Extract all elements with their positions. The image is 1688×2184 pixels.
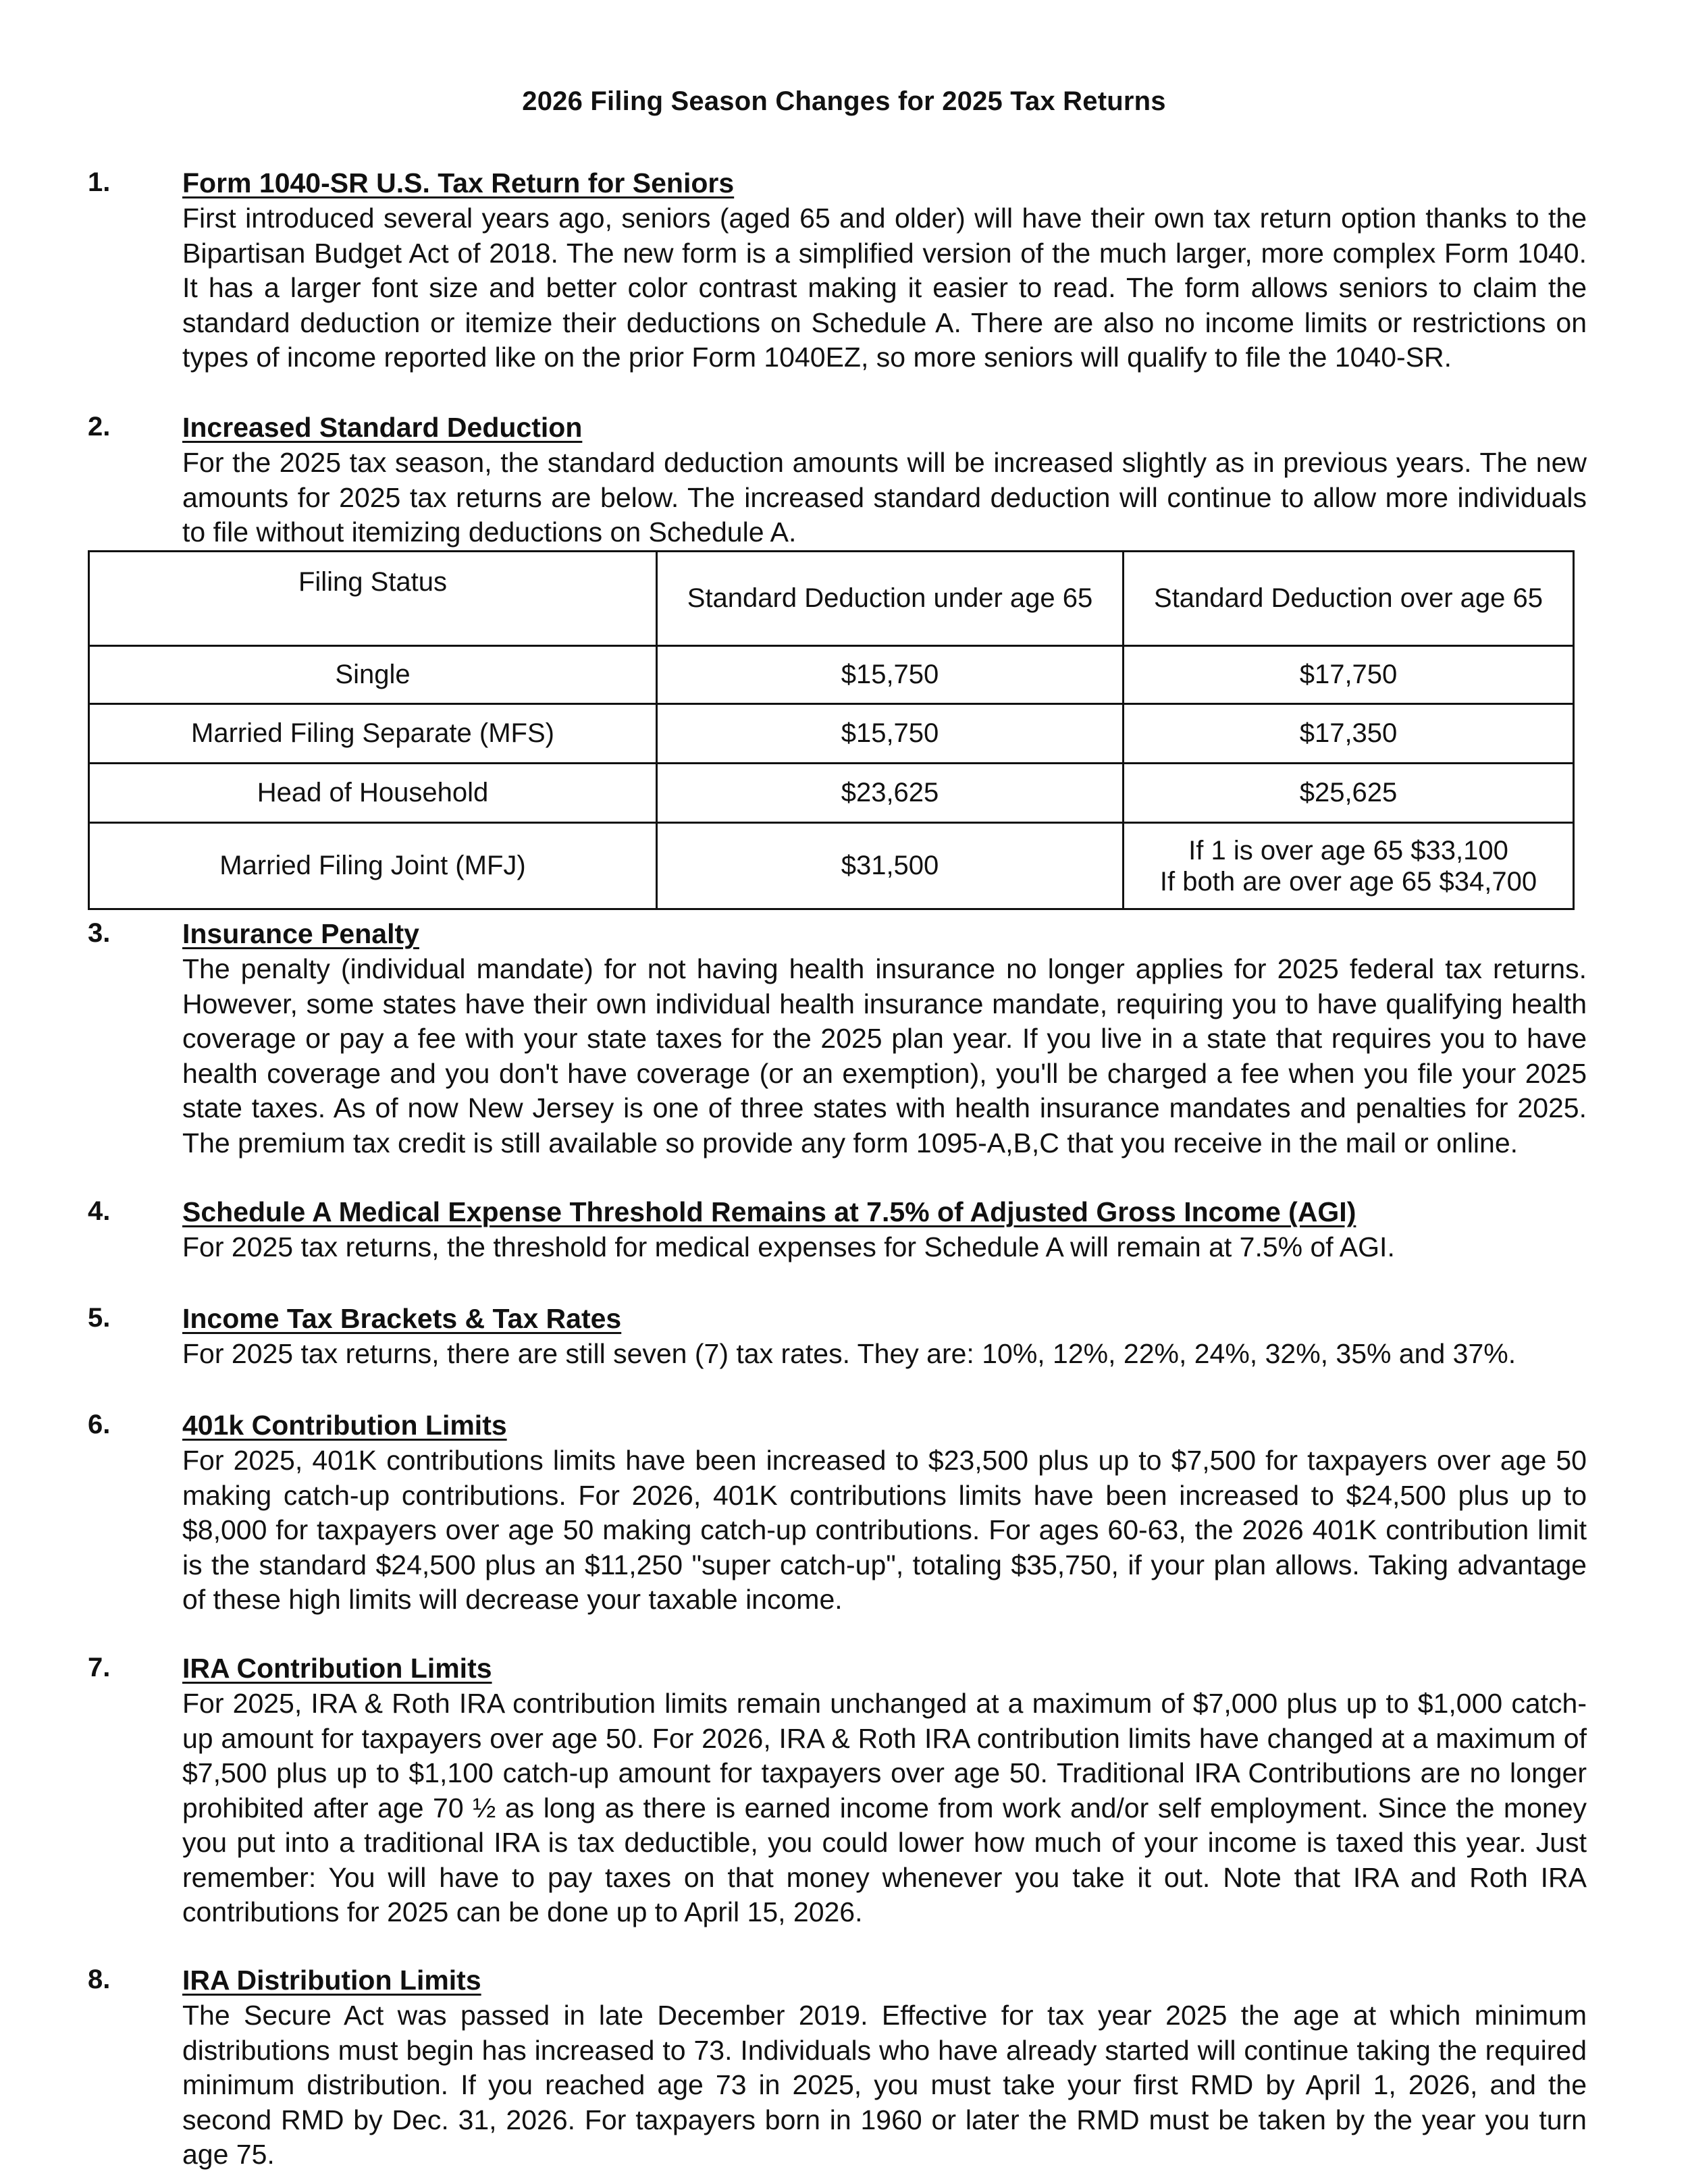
- over-65-cell: $17,350: [1124, 704, 1574, 764]
- section-heading: IRA Contribution Limits: [182, 1653, 492, 1684]
- under-65-cell: $15,750: [657, 704, 1124, 764]
- table-row: [89, 646, 1574, 704]
- section-body: The Secure Act was passed in late December 2019. Effective for tax year 2025 the age at which minimum distributions must begin has increased to 73. Individuals who have already started will continue taking the required minimum distribution. If you reached age 73 in 2025, you must take your first RMD by April 1, 2026, and the second RMD by Dec. 31, 2026. For taxpayers born in 1960 or later the RMD must be taken by the year you turn age 75.: [182, 2000, 1587, 2170]
- section-number: 7.: [88, 1653, 111, 1682]
- section-body: For 2025, 401K contributions limits have been increased to $23,500 plus up to $7,500 for taxpayers over age 50 making catch-up contributions. For 2026, 401K contributions limits have been increased to $24,500 plus up to $8,000 for taxpayers over age 50 making catch-up contributions. For ages 60-63, the 2026 401K contribution limit is the standard $24,500 plus an $11,250 "super catch-up", totaling $35,750, if your plan allows. Taking advantage of these high limits will decrease your taxable income.: [182, 1445, 1587, 1615]
- section-number: 2.: [88, 412, 111, 442]
- under-65-cell: $23,625: [657, 764, 1124, 823]
- section-heading: Increased Standard Deduction: [182, 412, 583, 443]
- section-number: 8.: [88, 1965, 111, 1994]
- over-65-line-two: If both are over age 65 $34,700: [1159, 866, 1537, 897]
- section-heading: Schedule A Medical Expense Threshold Remains at 7.5% of Adjusted Gross Income (AGI): [182, 1196, 1356, 1227]
- page-title: 2026 Filing Season Changes for 2025 Tax Returns: [522, 86, 1166, 116]
- table-row: [89, 764, 1574, 823]
- under-65-cell: $15,750: [657, 646, 1124, 704]
- section-number: 1.: [88, 167, 111, 197]
- filing-status-cell: Head of Household: [89, 764, 657, 823]
- section-body: The penalty (individual mandate) for not having health insurance no longer applies for 2025 federal tax returns. However, some states have their own individual health insurance mandate, requiring you to have qualifying health coverage or pay a fee with your state taxes for the 2025 plan year. If you live in a state that requires you to have health coverage and you don't have coverage (or an exemption), you'll be charged a fee when you file your 2025 state taxes. As of now New Jersey is one of three states with health insurance mandates and penalties for 2025. The premium tax credit is still available so provide any form 1095-A,B,C that you receive in the mail or online.: [182, 953, 1587, 1158]
- header-filing-status: Filing Status: [89, 552, 657, 646]
- section-heading: Insurance Penalty: [182, 918, 419, 949]
- section-number: 3.: [88, 918, 111, 948]
- section-body: For 2025, IRA & Roth IRA contribution limits remain unchanged at a maximum of $7,000 plus up to $1,000 catch-up amount for taxpayers over age 50. For 2026, IRA & Roth IRA contribution limits have changed at a maximum of $7,500 plus up to $1,100 catch-up amount for taxpayers over age 50. Traditional IRA Contributions are no longer prohibited after age 70 ½ as long as there is earned income from work and/or self employment. Since the money you put into a traditional IRA is tax deductible, you could lower how much of your income is taxed this year. Just remember: You will have to pay taxes on that money whenever you take it out. Note that IRA and Roth IRA contributions for 2025 can be done up to April 15, 2026.: [182, 1688, 1587, 1927]
- over-65-cell: $17,750: [1124, 646, 1574, 704]
- over-65-cell: $25,625: [1124, 764, 1574, 823]
- section-number: 5.: [88, 1303, 111, 1333]
- filing-status-cell: Married Filing Separate (MFS): [89, 704, 657, 764]
- filing-status-cell: Married Filing Joint (MFJ): [89, 823, 657, 909]
- header-under-65: Standard Deduction under age 65: [657, 552, 1124, 646]
- over-65-line-one: If 1 is over age 65 $33,100: [1188, 835, 1508, 865]
- section-number: 4.: [88, 1196, 111, 1226]
- section-number: 6.: [88, 1410, 111, 1439]
- table-row: [89, 704, 1574, 764]
- under-65-cell: $31,500: [657, 823, 1124, 909]
- table-row: [89, 823, 1574, 909]
- section-body: For 2025 tax returns, the threshold for medical expenses for Schedule A will remain at 7.5% of AGI.: [182, 1231, 1395, 1262]
- section-heading: Form 1040-SR U.S. Tax Return for Seniors: [182, 167, 735, 198]
- section-body: For 2025 tax returns, there are still seven (7) tax rates. They are: 10%, 12%, 22%, 24%, 32%, 35% and 37%.: [182, 1338, 1516, 1369]
- section-body: First introduced several years ago, seniors (aged 65 and older) will have their own tax return option thanks to the Bipartisan Budget Act of 2018. The new form is a simplified version of the much larger, more complex Form 1040. It has a larger font size and better color contrast making it easier to read. The form allows seniors to claim the standard deduction or itemize their deductions on Schedule A. There are also no income limits or restrictions on types of income reported like on the prior Form 1040EZ, so more seniors will qualify to file the 1040-SR.: [182, 203, 1587, 373]
- standard-deduction-table: [88, 550, 1575, 910]
- filing-status-cell: Single: [89, 646, 657, 704]
- table-header-row: [89, 552, 1574, 646]
- over-65-cell: [1124, 823, 1574, 909]
- section-heading: Income Tax Brackets & Tax Rates: [182, 1303, 622, 1334]
- section-body: For the 2025 tax season, the standard deduction amounts will be increased slightly as in previous years. The new amounts for 2025 tax returns are below. The increased standard deduction will continue to allow more individuals to file without itemizing deductions on Schedule A.: [182, 447, 1587, 548]
- section-heading: IRA Distribution Limits: [182, 1965, 481, 1996]
- header-over-65: Standard Deduction over age 65: [1124, 552, 1574, 646]
- section-heading: 401k Contribution Limits: [182, 1410, 507, 1441]
